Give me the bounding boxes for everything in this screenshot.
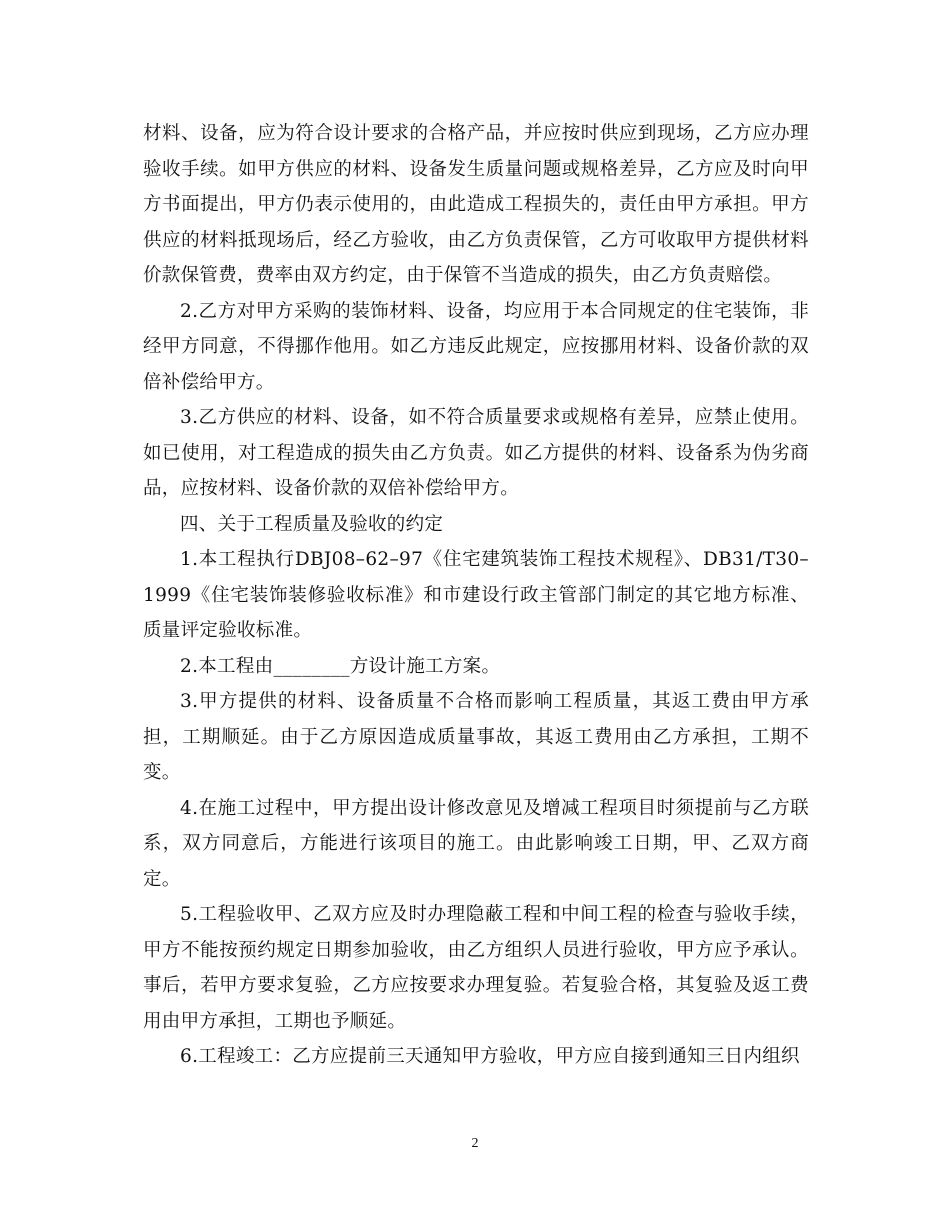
document-body — [143, 116, 809, 1075]
paragraph: 1.本工程执行DBJ08–62–97《住宅建筑装饰工程技术规程》、DB31/T30–1999《住宅装饰装修验收标准》和市建设行政主管部门制定的其它地方标准、质量评定验收标准。 — [143, 549, 809, 641]
section-heading: 四、关于工程质量及验收的约定 — [180, 513, 444, 535]
paragraph: 6.工程竣工：乙方应提前三天通知甲方验收，甲方应自接到通知三日内组织 — [180, 1046, 800, 1067]
paragraph: 4.在施工过程中，甲方提出设计修改意见及增减工程项目时须提前与乙方联系，双方同意后，方能进行该项目的施工。由此影响竣工日期，甲、乙双方商定。 — [143, 797, 809, 890]
paragraph: 2.本工程由________方设计施工方案。 — [180, 655, 501, 677]
paragraph: 3.甲方提供的材料、设备质量不合格而影响工程质量，其返工费由甲方承担，工期顺延。由于乙方原因造成质量事故，其返工费用由乙方承担，工期不变。 — [143, 691, 809, 783]
paragraph: 2.乙方对甲方采购的装饰材料、设备，均应用于本合同规定的住宅装饰，非经甲方同意，不得挪作他用。如乙方违反此规定，应按挪用材料、设备价款的双倍补偿给甲方。 — [143, 300, 809, 393]
paragraph: 5.工程验收甲、乙双方应及时办理隐蔽工程和中间工程的检查与验收手续，甲方不能按预约规定日期参加验收，由乙方组织人员进行验收，甲方应予承认。事后，若甲方要求复验，乙方应按要求办理复验。若复验合格，其复验及返工费用由甲方承担，工期也予顺延。 — [143, 904, 809, 1032]
paragraph: 3.乙方供应的材料、设备，如不符合质量要求或规格有差异，应禁止使用。如已使用，对工程造成的损失由乙方负责。如乙方提供的材料、设备系为伪劣商品，应按材料、设备价款的双倍补偿给甲方。 — [143, 407, 809, 499]
paragraph: 材料、设备，应为符合设计要求的合格产品，并应按时供应到现场，乙方应办理验收手续。如甲方供应的材料、设备发生质量问题或规格差异，乙方应及时向甲方书面提出，甲方仍表示使用的，由此造成工程损失的，责任由甲方承担。甲方供应的材料抵现场后，经乙方验收，由乙方负责保管，乙方可收取甲方提供材料价款保管费，费率由双方约定，由于保管不当造成的损失，由乙方负责赔偿。 — [143, 123, 809, 286]
page-number: 2 — [471, 1136, 479, 1151]
